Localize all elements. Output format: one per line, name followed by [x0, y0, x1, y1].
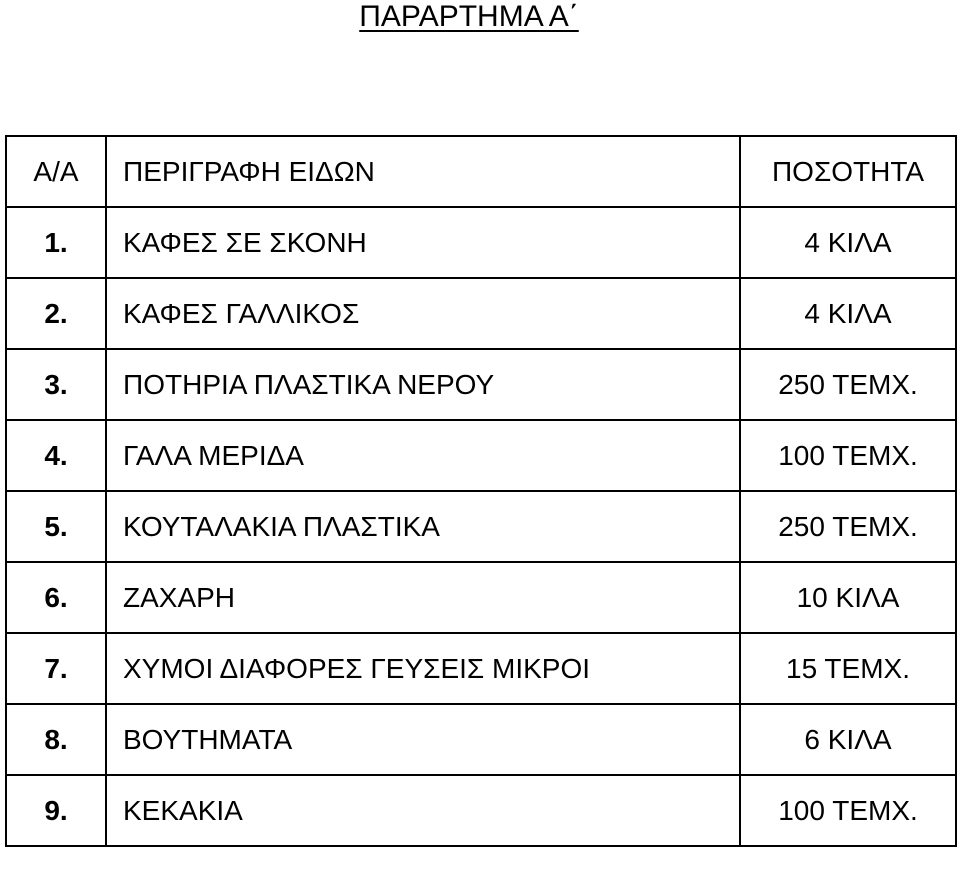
row-description: ΚΕΚΑΚΙΑ — [106, 775, 740, 846]
row-num: 1. — [6, 207, 106, 278]
row-quantity: 250 ΤΕΜΧ. — [740, 349, 956, 420]
header-description: ΠΕΡΙΓΡΑΦΗ ΕΙΔΩΝ — [106, 136, 740, 207]
row-description: ΖΑΧΑΡΗ — [106, 562, 740, 633]
row-description: ΠΟΤΗΡΙΑ ΠΛΑΣΤΙΚΑ ΝΕΡΟΥ — [106, 349, 740, 420]
table-row — [6, 491, 956, 562]
row-quantity: 100 ΤΕΜΧ. — [740, 420, 956, 491]
items-table — [5, 135, 957, 847]
row-num: 5. — [6, 491, 106, 562]
header-quantity: ΠΟΣΟΤΗΤΑ — [740, 136, 956, 207]
table-row — [6, 775, 956, 846]
table-row — [6, 207, 956, 278]
row-description: ΓΑΛΑ ΜΕΡΙΔΑ — [106, 420, 740, 491]
table-header-row — [6, 136, 956, 207]
row-num: 3. — [6, 349, 106, 420]
row-num: 4. — [6, 420, 106, 491]
table-row — [6, 633, 956, 704]
row-description: ΚΑΦΕΣ ΓΑΛΛΙΚΟΣ — [106, 278, 740, 349]
row-quantity: 4 ΚΙΛΑ — [740, 207, 956, 278]
row-description: ΒΟΥΤΗΜΑΤΑ — [106, 704, 740, 775]
row-description: ΧΥΜΟΙ ΔΙΑΦΟΡΕΣ ΓΕΥΣΕΙΣ ΜΙΚΡΟΙ — [106, 633, 740, 704]
header-num: Α/Α — [6, 136, 106, 207]
table-row — [6, 704, 956, 775]
row-quantity: 100 ΤΕΜΧ. — [740, 775, 956, 846]
row-quantity: 6 ΚΙΛΑ — [740, 704, 956, 775]
table-row — [6, 420, 956, 491]
row-quantity: 10 ΚΙΛΑ — [740, 562, 956, 633]
table-row — [6, 278, 956, 349]
table-row — [6, 349, 956, 420]
row-num: 2. — [6, 278, 106, 349]
row-num: 8. — [6, 704, 106, 775]
row-num: 6. — [6, 562, 106, 633]
row-num: 9. — [6, 775, 106, 846]
row-num: 7. — [6, 633, 106, 704]
table-row — [6, 562, 956, 633]
row-description: ΚΑΦΕΣ ΣΕ ΣΚΟΝΗ — [106, 207, 740, 278]
row-description: ΚΟΥΤΑΛΑΚΙΑ ΠΛΑΣΤΙΚΑ — [106, 491, 740, 562]
row-quantity: 4 ΚΙΛΑ — [740, 278, 956, 349]
document-title: ΠΑΡΑΡΤΗΜΑ Α΄ — [359, 0, 579, 33]
row-quantity: 250 ΤΕΜΧ. — [740, 491, 956, 562]
row-quantity: 15 ΤΕΜΧ. — [740, 633, 956, 704]
